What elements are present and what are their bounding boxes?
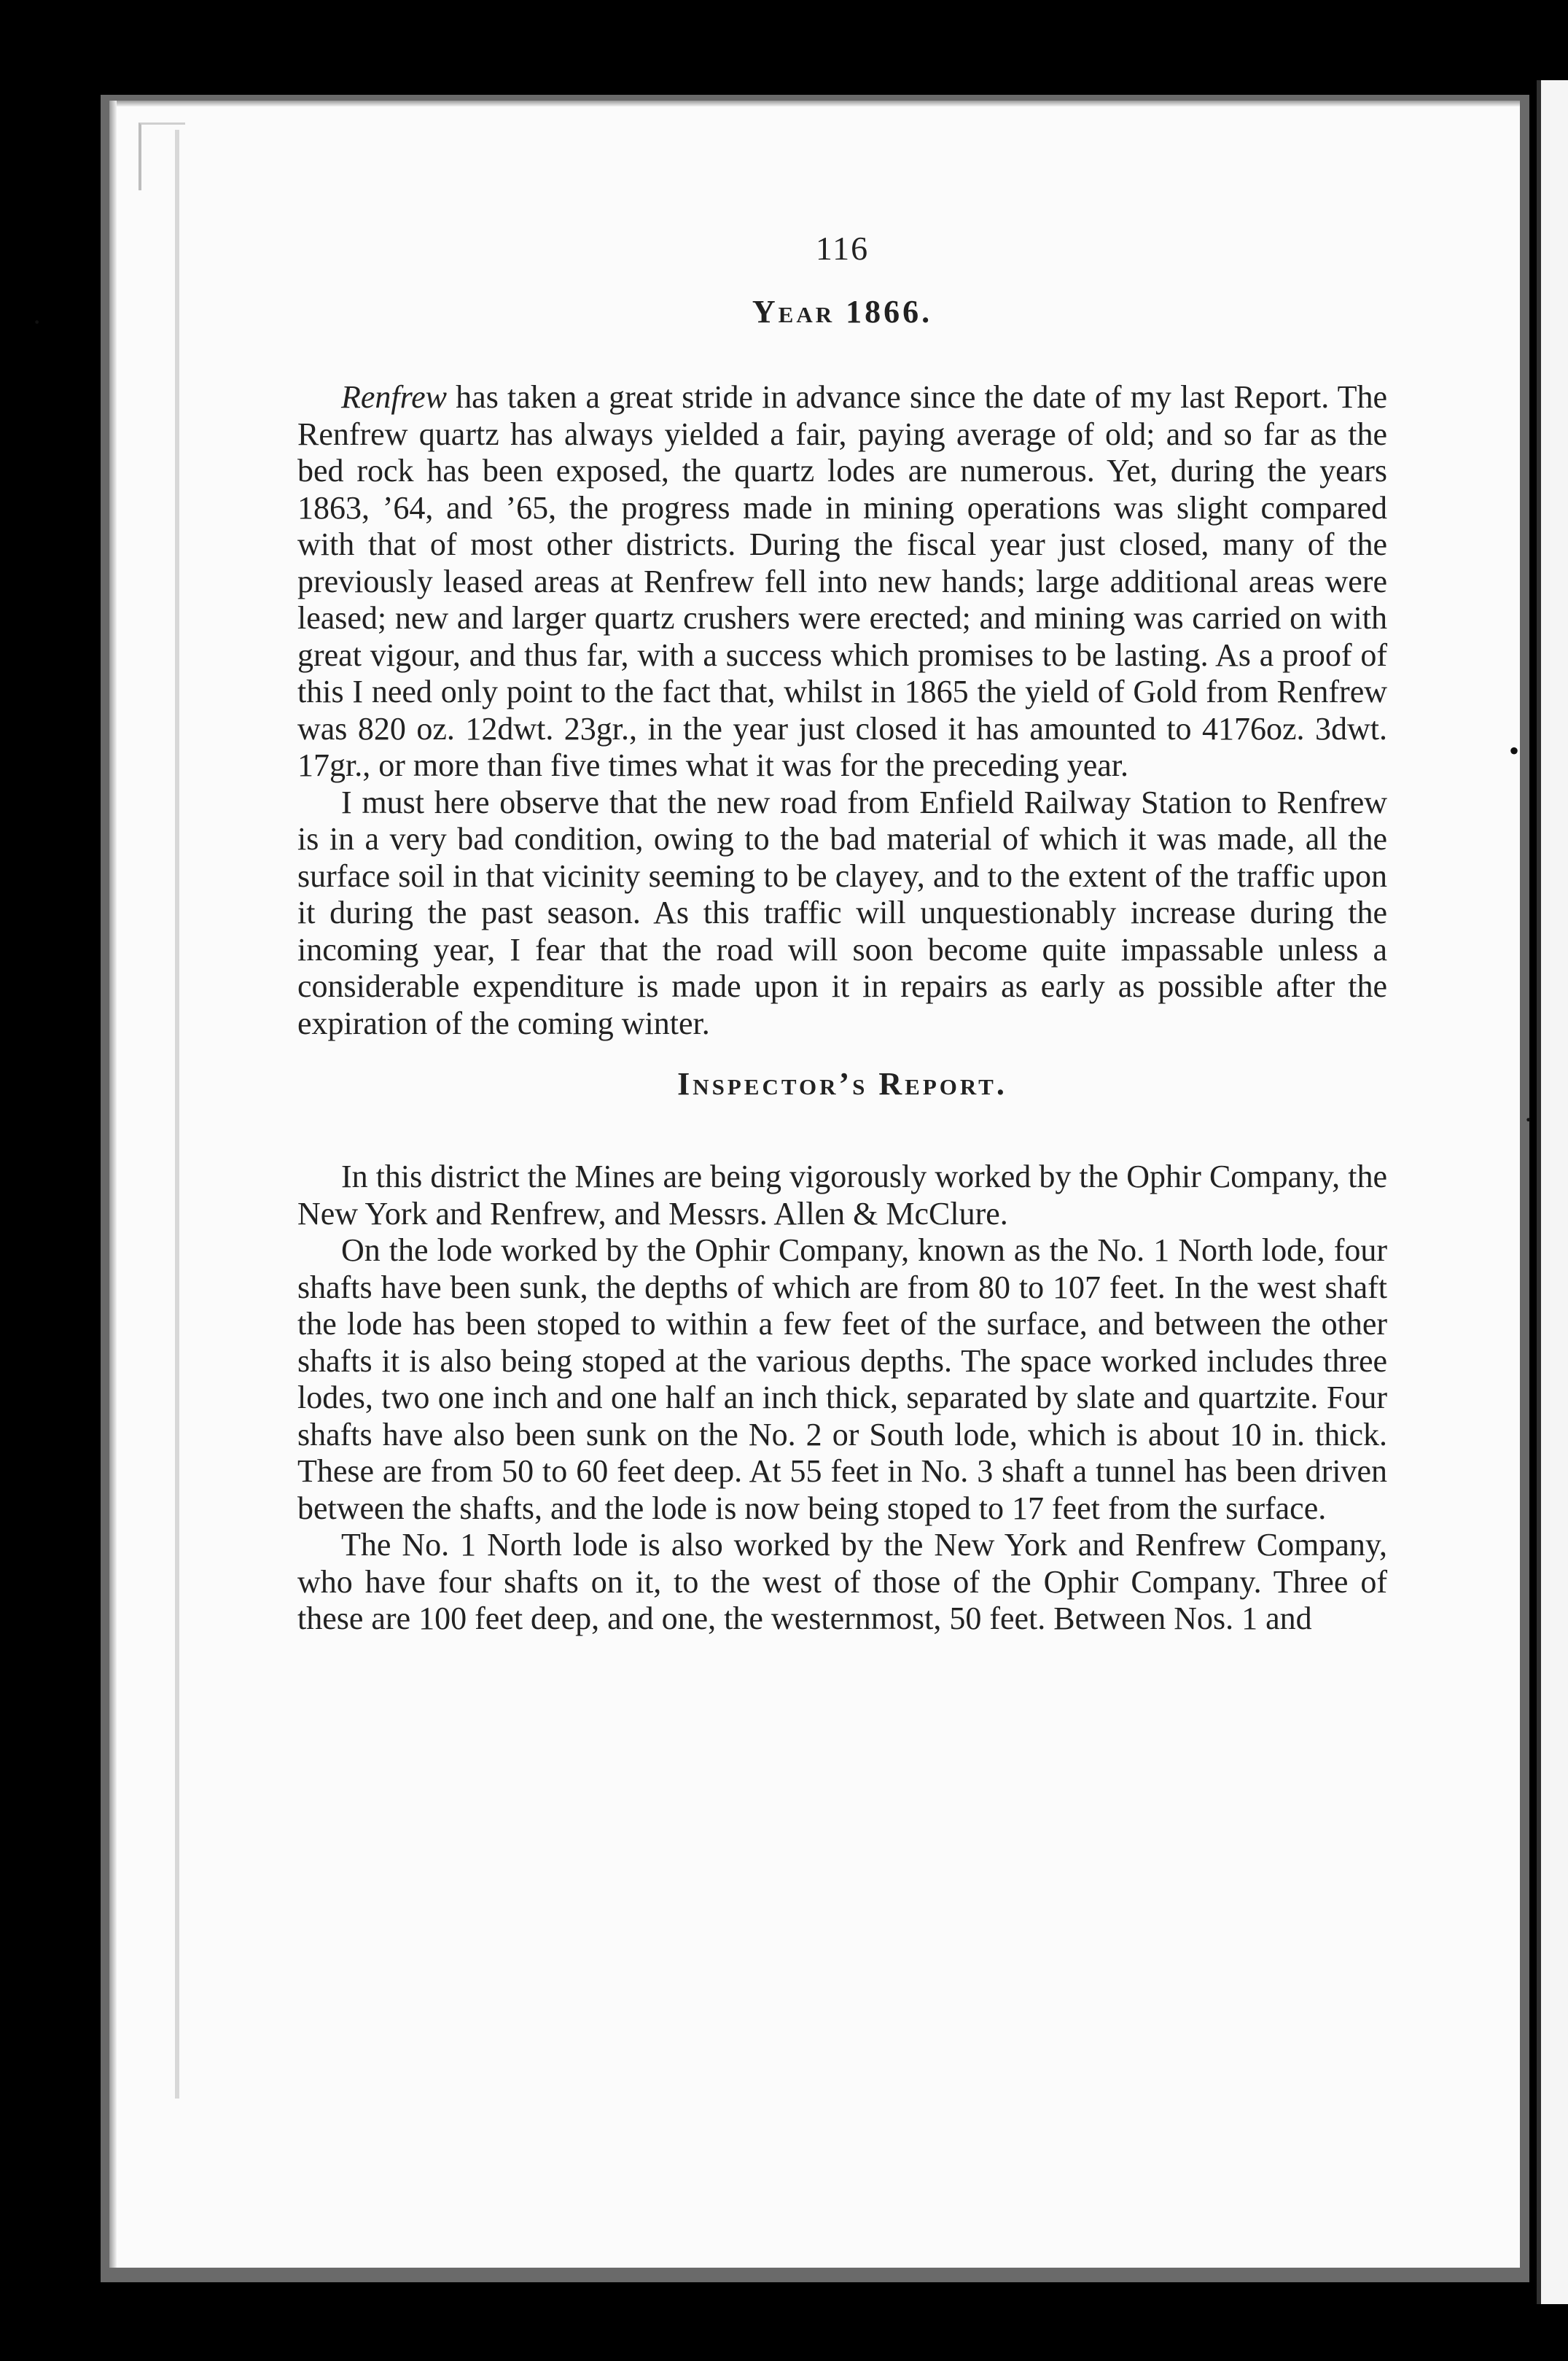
facing-page-edge <box>1537 80 1568 2304</box>
binding-fold <box>175 130 179 2099</box>
paragraph-ophir-lode: On the lode worked by the Ophir Company, known as the No. 1 North lode, four shafts have been sunk, the depths of which are from 80 to 107 feet. In the west shaft the lode has been stoped to within a few feet of the surface, and between the other shafts it is also being stoped at the various depths. The space worked includes three lodes, two one inch and one half an inch thick, separated by slate and quartzite. Four shafts have also been sunk on the No. 2 or South lode, which is about 10 in. thick. These are from 50 to 60 feet deep. At 55 feet in No. 3 shaft a tunnel has been driven between the shafts, and the lode is now being stoped to 17 feet from the surface. <box>297 1232 1387 1526</box>
paragraph-lead-word: Renfrew <box>341 379 447 415</box>
paragraph-body: has taken a great stride in advance since the date of my last Report. The Renfrew quartz has always yielded a fair, paying average of old; and so far as the bed rock has been exposed, the quartz lodes are numerous. Yet, during the years 1863, ’64, and ’65, the progress made in mining operations was slight compared with that of most other districts. During the fiscal year just closed, many of the previously leased areas at Renfrew fell into new hands; large additional areas were leased; new and larger quartz crushers were erected; and mining was carried on with great vigour, and thus far, with a success which promises to be lasting. As a proof of this I need only point to the fact that, whilst in 1865 the yield of Gold from Renfrew was 820 oz. 12dwt. 23gr., in the year just closed it has amounted to 4176oz. 3dwt. 17gr., or more than five times what it was for the preceding year. <box>297 379 1387 783</box>
margin-mark: · <box>1524 1103 1534 1136</box>
page-text <box>297 232 1387 1638</box>
paragraph-road-condition: I must here observe that the new road from Enfield Railway Station to Renfrew is in a very bad condition, owing to the bad material of which it was made, all the surface soil in that vicinity seeming to be clayey, and to the extent of the traffic upon it during the past season. As this traffic will unquestionably increase during the incoming year, I fear that the road will soon become quite impassable unless a considerable expenditure is made upon it in repairs as early as possible after the expiration of the coming winter. <box>297 784 1387 1041</box>
section-heading-inspector: Inspector’s Report. <box>677 1066 1007 1102</box>
margin-mark: · <box>32 306 42 338</box>
margin-mark: • <box>1509 734 1520 767</box>
paragraph-new-york-renfrew: The No. 1 North lode is also worked by the New York and Renfrew Company, who have four shafts on it, to the west of those of the Ophir Company. Three of these are 100 feet deep, and one, the westernmost, 50 feet. Between Nos. 1 and <box>297 1527 1387 1636</box>
page-edge-top <box>109 101 1520 106</box>
paragraph-renfrew-progress <box>297 379 1387 785</box>
page-number: 116 <box>815 230 870 267</box>
section-heading-year: Year 1866. <box>752 294 933 330</box>
paragraph-district-companies: In this district the Mines are being vigorously worked by the Ophir Company, the New York and Renfrew, and Messrs. Allen & McClure. <box>297 1159 1387 1232</box>
page-edge-left <box>109 101 117 2268</box>
